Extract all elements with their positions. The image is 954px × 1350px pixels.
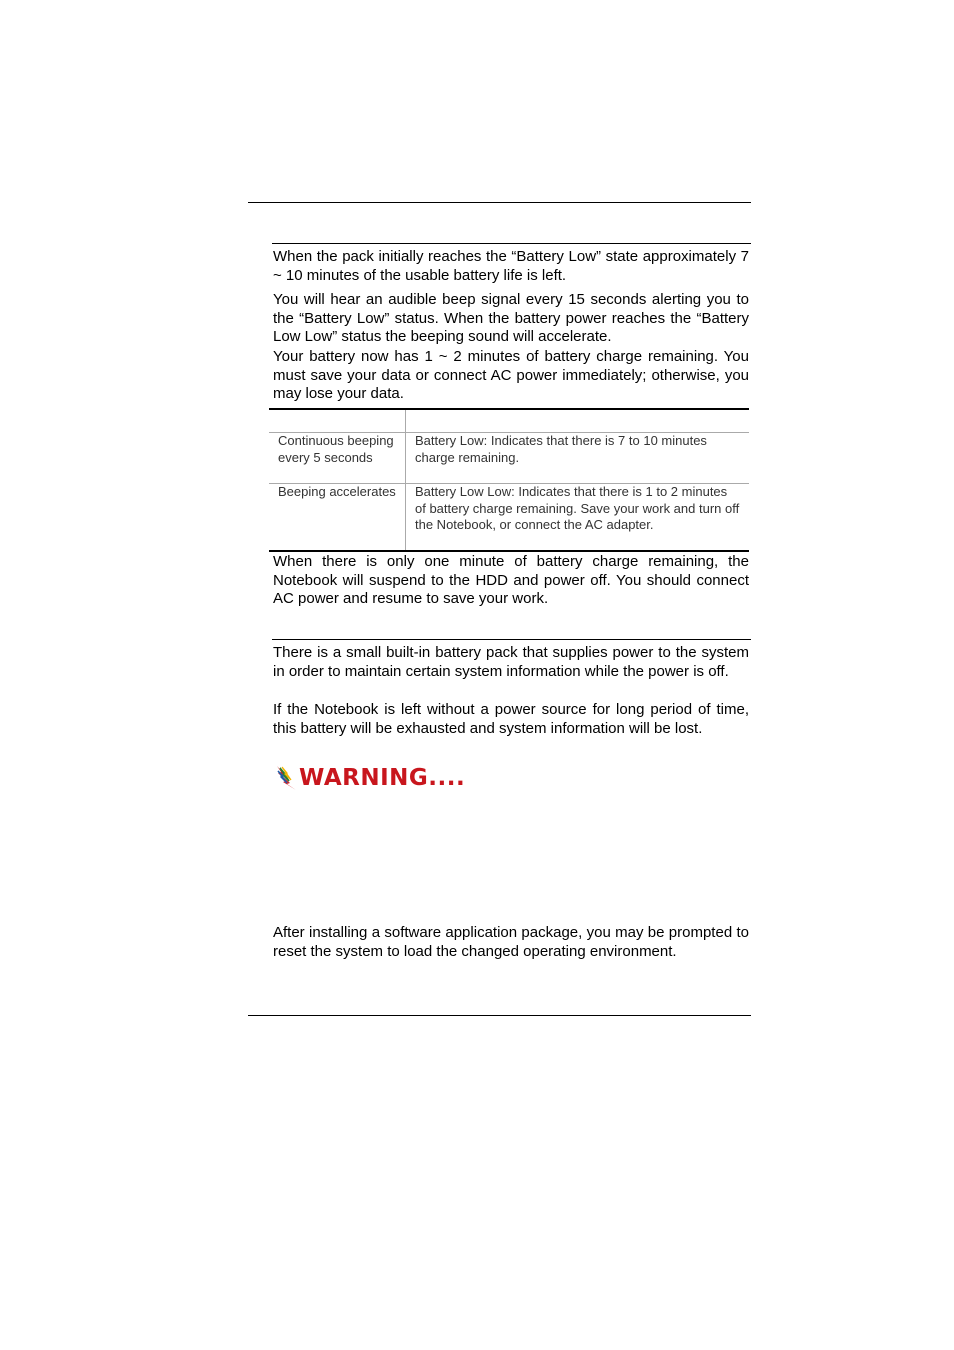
warning-banner xyxy=(275,764,465,792)
table-header-cell xyxy=(269,409,406,433)
warning-label: WARNING.... xyxy=(299,765,466,791)
battery-remaining-paragraph: Your battery now has 1 ~ 2 minutes of battery charge remaining. You must save your data or connect AC power immediately; otherwise, you may lose your data. xyxy=(273,348,749,403)
footer-rule xyxy=(248,1015,751,1016)
table-header-cell xyxy=(406,409,750,433)
beep-signal-paragraph: You will hear an audible beep signal every 15 seconds alerting you to the “Battery Low” status. When the battery power reaches the “Battery Low Low” status the beeping sound will accelerate. xyxy=(273,291,749,346)
battery-exhausted-paragraph: If the Notebook is left without a power source for long period of time, this battery will be exhausted and system information will be lost. xyxy=(273,701,749,737)
beep-signal-table xyxy=(269,408,749,552)
builtin-battery-paragraph: There is a small built-in battery pack that supplies power to the system in order to maintain certain system information while the power is off. xyxy=(273,644,749,680)
beep-signal-cell: Beeping accelerates xyxy=(269,484,406,552)
lightning-icon xyxy=(275,765,297,791)
reset-paragraph: After installing a software application package, you may be prompted to reset the system to load the changed operating environment. xyxy=(273,924,749,960)
battery-low-paragraph: When the pack initially reaches the “Battery Low” state approximately 7 ~ 10 minutes of the usable battery life is left. xyxy=(273,248,749,284)
beep-signal-cell: Continuous beeping every 5 seconds xyxy=(269,433,406,484)
beep-meaning-cell: Battery Low: Indicates that there is 7 to 10 minutes charge remaining. xyxy=(406,433,750,484)
suspend-paragraph: When there is only one minute of battery charge remaining, the Notebook will suspend to the HDD and power off. You should connect AC power and resume to save your work. xyxy=(273,553,749,608)
section-rule xyxy=(272,639,751,640)
section-rule xyxy=(272,243,751,244)
header-rule xyxy=(248,202,751,203)
beep-meaning-cell: Battery Low Low: Indicates that there is 1 to 2 minutes of battery charge remaining. Save your work and turn off the Notebook, or connect the AC adapter. xyxy=(406,484,750,552)
table-row xyxy=(269,484,749,552)
table-header-row xyxy=(269,409,749,433)
table-row xyxy=(269,433,749,484)
